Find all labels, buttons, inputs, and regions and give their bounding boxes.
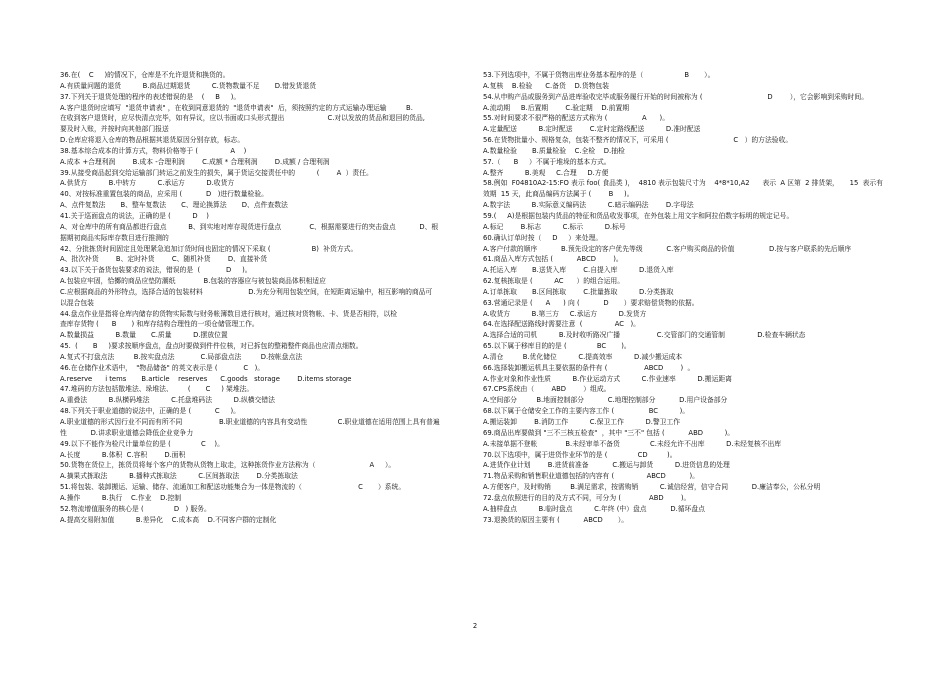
- text-line: A、点件复数法 B、整车复数法 C、理论换算法 D、点件查数法: [60, 201, 288, 210]
- text-line: A.操作 B.执行 C.作业 D.控制: [60, 493, 182, 502]
- text-line: 70.以下选项中，属于进货作业环节的是 ( CD )。: [483, 450, 677, 459]
- text-line: A.供货方 B.中转方 C.承运方 D.收货方: [60, 179, 235, 188]
- text-line: 41.关于巡面盘点的说法，正确的是 ( D ): [60, 211, 209, 220]
- right-column: [483, 70, 899, 525]
- text-line: 53.下列选项中，不属于货物出库业务基本程序的是（ B ）。: [483, 71, 715, 79]
- text-line: 据期初商品实际库存数目进行推测的: [60, 233, 169, 242]
- text-line: A.搬运装卸 B.消防工作 C.保卫工作 D.警卫工作: [483, 418, 681, 426]
- text-line: A.定量配送 B.定时配送 C.定时定路线配送 D.准时配送: [483, 125, 701, 134]
- text-line: A.重叠法 B.纵横码堆法 C.托盘堆码法 D.纵横交错法: [60, 396, 275, 405]
- text-line: A.复式不打盘点法 B.按实盘点法 C.局部盘点法 D.按帐盘点法: [60, 352, 303, 361]
- text-line: 42、分批拣货时间固定且处理紧急追加订货时间也固定的情况下采取 ( B) 补货方式。: [60, 244, 358, 253]
- text-line: A.托运入库 B.送货入库 C.自提入库 D.退货入库: [483, 266, 674, 275]
- text-line: 52.物流增值服务的核心是 ( D ) 服务。: [60, 504, 211, 513]
- text-line: A.reserve i tems B.article reserves C.goods storage D.items storage: [60, 374, 352, 383]
- text-line: A.数量检验 B.质量检验 C.全检 D.抽检: [483, 146, 625, 155]
- text-line: A.标记 B.标志 C.标示 D.标号: [483, 222, 626, 231]
- text-line: 44.盘点作业是指将仓库内储存的货物实际数与财务帐簿数目进行核对，通过核对货物帐、卡、货是否相符，以检: [60, 309, 398, 318]
- text-line: 68.以下属于仓储安全工作的主要内容工作 ( BC )。: [483, 407, 690, 416]
- text-line: A.摘果式拣取法 B.播种式拣取法 C.区间拣取法 D.分类拣取法: [60, 472, 298, 481]
- text-line: 63.营通记录是 ( A ) 向 ( D ）要求赔偿货物的依据。: [483, 298, 699, 307]
- text-line: 38.基本综合成本的计算方式，物料价格等于 ( A ): [60, 146, 247, 155]
- text-line: 47.堆码的方法包括散堆法、垛堆法、 ( C ) 架堆法。: [60, 385, 254, 394]
- text-line: 59.( A)是根据包装内货品的特征和货品收发事项，在外包装上用文字和阿拉伯数字标明的规定记号。: [483, 211, 794, 220]
- text-line: 36.在( C )的情况下，仓库是不允许退货和换货的。: [60, 71, 230, 79]
- text-line: 48.下列关于职业道德的说法中，正确的是 ( C )。: [60, 407, 240, 416]
- text-line: 71.物品采购和销售职业道德包括的内容有 ( ABCD )。: [483, 472, 699, 481]
- text-line: 效期 15 天，此商品编码方法属于 ( B )。: [483, 190, 634, 199]
- text-line: A.数字法 B.实际意义编码法 C.暗示编码法 D.字母法: [483, 201, 694, 210]
- text-line: 55.对时间要求不很严格的配送方式称为 ( A )。: [483, 114, 670, 123]
- text-line: A.职业道德的形式因行业不同而有所不同 B.职业道德的内容具有变动性 C.职业道德在适用范围上具有普遍: [60, 418, 440, 426]
- left-column: [60, 70, 476, 525]
- text-line: A.包装应牢固，恰擲的商品应垫防潮纸 B.包装的容器应与被包装商品体积相适应: [60, 277, 326, 286]
- text-line: A.抽样盘点 B.临时盘点 C.年终 (中）盘点 D.循环盘点: [483, 504, 705, 513]
- text-line: 73.退换货的原因主要有 ( ABCD ）。: [483, 515, 629, 524]
- text-line: 查库存货物 ( B ) 和库存结构合理性的一项仓储管理工作。: [60, 320, 259, 329]
- text-line: A.方便客户，及时购销 B.满足需求，按需购销 C.诚信经营，信守合同 D.廉洁奉公，公私分明: [483, 483, 821, 492]
- text-line: 72.盘点依照进行的目的及方式不同，可分为 ( ABD )。: [483, 493, 691, 502]
- text-line: 以混合包装: [60, 298, 94, 307]
- text-line: 45. ( B )要求按顺序盘点，盘点时要做到件件位核，对已拆包的整箱整件商品也应清点细数。: [60, 342, 363, 351]
- text-line: 66.选择装卸搬运机具主要依据的条件有 ( ABCD ) 。: [483, 363, 695, 372]
- text-line: A.空间部分 B.地面控制部分 C.地理控制部分 D.用户设备部分: [483, 396, 728, 405]
- text-line: 60.确认订单时按（ D ）来处理。: [483, 233, 603, 242]
- text-line: A.成本 +合理利润 B.成本 -合理利润 C.成额 * 合理利润 D.成额 / 合理利润: [60, 157, 330, 166]
- text-line: 46.在仓储作业术语中， "物品储备" 的英文表示是 ( C )。: [60, 363, 265, 372]
- text-line: A.长度 B.体积 C.容积 D.面积: [60, 450, 186, 459]
- text-line: 37.下列关于退货处理的程序的表述错误的是 ( B )。: [60, 92, 241, 101]
- text-line: D.仓库应将退入仓库的物品根据其退货原因分别存放，标志。: [60, 136, 245, 145]
- text-line: A、批次补货 B、定时补货 C、随机补货 D、直接补货: [60, 255, 268, 264]
- text-line: C.应根据商品的外形特点，选择合适的包装材料 D.为充分利用包装空间，在短距离运输中，相互影响的商品可: [60, 287, 433, 296]
- text-line: 51.将包装、装卸搬运、运输、储存、流通加工和配送功能集合为一体是物流的（ C ）系统。: [60, 483, 406, 492]
- text-line: A.整齐 B.美观 C.合理 D.方便: [483, 168, 609, 177]
- text-line: 69.商品出库要做到 "三不三核五检查" ，其中 "三不" 包括 ( ABD )。: [483, 428, 735, 437]
- text-line: 40、对按标准重置包装的商品，应采用 ( D )进行数量检验。: [60, 190, 268, 199]
- text-line: 58.例如 F04810A2-15:FO 表示 foo( 食品类 )， 4810 表示包装尺寸为 4*8*10,A2 表示 A 区第 2 排货架， 15 表示有: [483, 179, 883, 188]
- text-line: 67.CPS系统由（ ABD ）组成。: [483, 385, 611, 394]
- page-number: 2: [472, 622, 478, 630]
- text-line: 要及时入账，并按时向其他部门报送: [60, 125, 169, 134]
- text-line: A.未接单据不登帐 B.未经审单不备货 C.未经允许不出库 D.未经复核不出库: [483, 439, 782, 448]
- text-line: A.客户付款的顺序 B.预先设定的客户优先等级 C.客户购买商品的价值 D.按与客户联系的先后顺序: [483, 244, 852, 253]
- text-line: 性 D.讲求职业道德会降低企业竞争力: [60, 428, 194, 437]
- text-line: A.进货作业计划 B.进货前准备 C.搬运与卸货 D.进货信息的处理: [483, 461, 730, 470]
- text-line: 61.商品入库方式包括 ( ABCD )。: [483, 255, 623, 264]
- text-line: A.收货方 B.第三方 C.承运方 D.发货方: [483, 309, 647, 318]
- text-line: A.有质量问题的退货 B.商品过期退货 C.货物数量不足 D.错发货退货: [60, 81, 317, 90]
- text-line: A.提高交易附加值 B.差异化 C.成本高 D.不同客户群的定制化: [60, 515, 277, 524]
- text-line: A.清仓 B.优化储位 C.提高效率 D.减少搬运成本: [483, 352, 683, 361]
- text-line: 54.从申购产品或服务到产品进库验收完毕或服务履行开始的时间被称为 ( D ），它会影响到采购时间。: [483, 92, 869, 101]
- text-line: 57.（ B ）不属于堆垛的基本方式。: [483, 157, 611, 166]
- text-line: 64.在选择配送路线时需要注意 ( AC )。: [483, 320, 640, 329]
- text-line: 56.在货物批量小、规格复杂，包装不整齐的情况下，可采用 ( C ）的方法验收。: [483, 136, 793, 145]
- text-line: 65.以下属于移库目的的是 ( BC )。: [483, 342, 631, 351]
- text-line: A.流动期 B.后置期 C.验定期 D.前置期: [483, 103, 630, 112]
- text-line: 39.从接受商品起到交给运输部门转运之前发生的损失，属于货运交接责任中的 ( A ）责任。: [60, 168, 373, 177]
- text-line: A.复核 B.检验 C.备货 D.货物包装: [483, 81, 610, 90]
- text-line: A.作业对象和作业性质 B.作业运动方式 C.作业速率 D.搬运距离: [483, 374, 732, 383]
- text-line: A.客户退货时应填写 "退货申请表" ，在收到同意退货的 "退货申请表" 后，须按照约定的方式运输办理运输 B.: [60, 103, 413, 112]
- text-line: 50.货物在货位上，拣货员将每个客户的货物从货物上取走，这种拣货作业方法称为（ A ）。: [60, 461, 396, 470]
- text-line: 62.复核拣取是 ( AC ）的组合运用。: [483, 277, 625, 286]
- text-line: A.订单拣取 B.区间拣取 C.批量拣取 D.分类拣取: [483, 287, 674, 296]
- text-line: 43.以下关于备货包装要求的说法，错误的是 ( D )。: [60, 266, 252, 275]
- text-line: A、对仓库中的所有商品都进行盘点 B、到实地对库存现货进行盘点 C、根据需要进行的突击盘点 D、根: [60, 222, 439, 231]
- text-line: 在收到客户退货时，应尽快清点完毕，如有异议，应以书面或口头形式提出 C.对以发放的货品和退回的货品,: [60, 114, 425, 123]
- text-line: A.选择合适的司机 B.及时收听路况广播 C.交管部门的交通管制 D.检查车辆状态: [483, 331, 806, 340]
- text-line: A.数量损益 B.数量 C.质量 D.摆放位置: [60, 331, 228, 340]
- text-line: 49.以下不能作为检尺计量单位的是 ( C )。: [60, 439, 224, 448]
